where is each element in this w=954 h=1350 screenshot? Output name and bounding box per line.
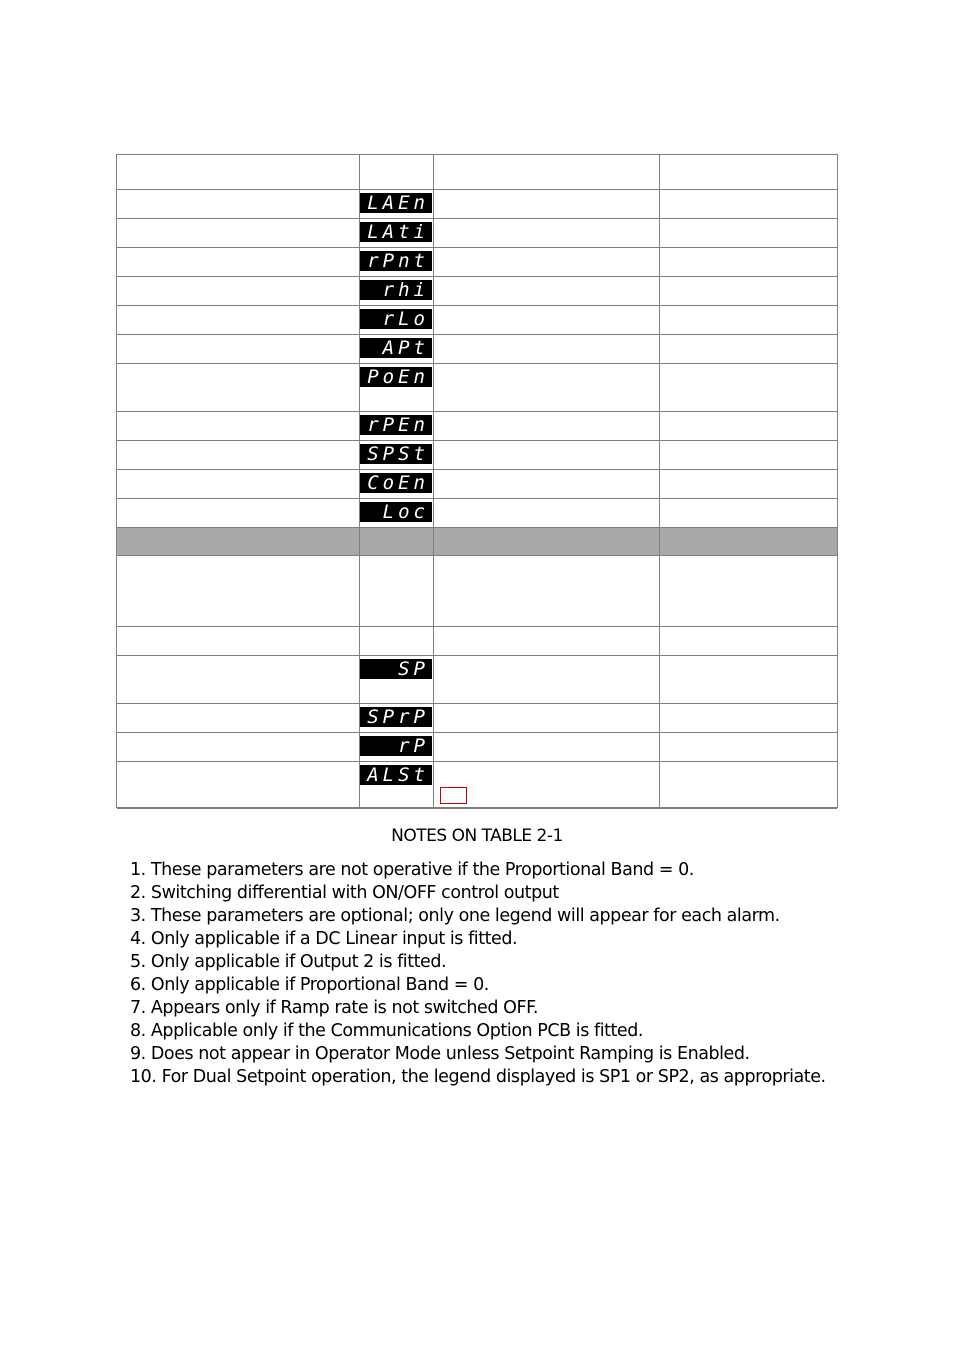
display-legend [360,367,432,387]
display-legend [360,338,432,358]
legend-text: Loc [382,501,429,523]
column-divider [659,155,660,807]
parameter-table [116,154,838,808]
display-legend [360,707,432,727]
table-row [117,412,837,441]
table-row [117,277,837,306]
legend-text: rPEn [367,414,429,436]
legend-text: LAEn [367,192,429,214]
legend-text: ALSt [367,764,429,786]
table-row [117,733,837,762]
table-row [117,762,837,809]
legend-text: SPrP [367,706,429,728]
notes-heading: NOTES ON TABLE 2-1 [391,826,563,846]
display-legend [360,193,432,213]
note-item: 9. Does not appear in Operator Mode unless Setpoint Ramping is Enabled. [130,1044,750,1064]
table-row [117,656,837,704]
note-item: 2. Switching differential with ON/OFF control output [130,883,559,903]
legend-text: CoEn [367,472,429,494]
table-section-header [117,528,837,556]
table-row [117,441,837,470]
display-legend [360,736,432,756]
table-row [117,155,837,190]
notes-list [130,859,826,1089]
column-divider [359,155,360,807]
note-item: 6. Only applicable if Proportional Band = 0. [130,975,489,995]
note-item: 8. Applicable only if the Communications Option PCB is fitted. [130,1021,644,1041]
note-item: 10. For Dual Setpoint operation, the legend displayed is SP1 or SP2, as appropriate. [130,1067,826,1087]
table-row [117,627,837,656]
display-legend [360,280,432,300]
legend-text: rLo [382,308,429,330]
table-row [117,248,837,277]
table-row [117,556,837,627]
display-legend [360,659,432,679]
highlight-marker [440,787,467,804]
display-legend [360,765,432,785]
note-item: 1. These parameters are not operative if the Proportional Band = 0. [130,860,694,880]
table-row [117,704,837,733]
note-item: 4. Only applicable if a DC Linear input is fitted. [130,929,518,949]
table-row [117,306,837,335]
note-item: 3. These parameters are optional; only one legend will appear for each alarm. [130,906,780,926]
column-divider [433,155,434,807]
display-legend [360,444,432,464]
legend-text: APt [382,337,429,359]
table-row [117,499,837,528]
display-legend [360,502,432,522]
legend-text: rP [398,735,429,757]
display-legend [360,473,432,493]
table-row [117,219,837,248]
legend-text: LAti [367,221,429,243]
table-row [117,190,837,219]
legend-text: SP [398,658,429,680]
legend-text: rhi [382,279,429,301]
display-legend [360,309,432,329]
legend-text: SPSt [367,443,429,465]
note-item: 7. Appears only if Ramp rate is not switched OFF. [130,998,538,1018]
note-item: 5. Only applicable if Output 2 is fitted. [130,952,447,972]
table-row [117,364,837,412]
legend-text: PoEn [367,366,429,388]
table-row [117,470,837,499]
display-legend [360,222,432,242]
table-row [117,335,837,364]
display-legend [360,251,432,271]
display-legend [360,415,432,435]
legend-text: rPnt [367,250,429,272]
